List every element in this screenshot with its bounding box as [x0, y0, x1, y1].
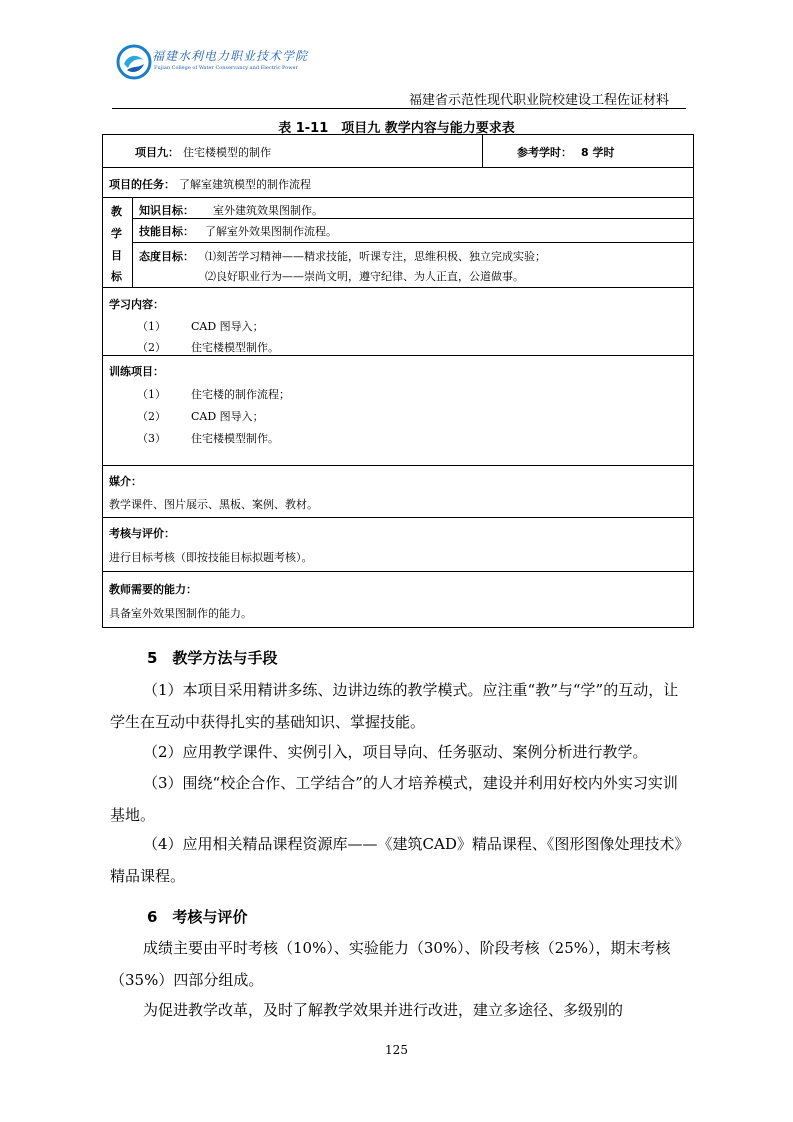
media-label: 媒介： [109, 475, 142, 488]
hours-label: 参考学时： [517, 146, 572, 159]
goals-char: 标 [111, 270, 122, 283]
training-item-num: （2） [137, 410, 166, 423]
project-label: 项目九： [135, 146, 179, 159]
goals-header-cell [103, 197, 133, 287]
ability-value: 具备室外效果图制作的能力。 [109, 607, 252, 620]
knowledge-value: 室外建筑效果图制作。 [213, 204, 323, 217]
table-title: 表 1-11 项目九 教学内容与能力要求表 [278, 121, 515, 136]
project-cell [103, 135, 483, 167]
page-number: 125 [385, 1043, 408, 1057]
assess-value: 进行目标考核（即按技能目标拟题考核）。 [109, 551, 313, 564]
college-name: 福建水利电力职业技术学院 [152, 49, 309, 63]
college-emblem-icon [116, 44, 152, 80]
header-title: 福建省示范性现代职业院校建设工程佐证材料 [408, 93, 669, 108]
learning-item-text: 住宅楼模型制作。 [191, 341, 279, 354]
section-5-paragraph: （1）本项目采用精讲多练、边讲边练的教学模式。应注重“教”与“学”的互动，让学生在互动中获得扎实的基础知识、掌握技能。 [110, 681, 679, 731]
hours-value: 8 学时 [581, 146, 615, 159]
training-item-text: 住宅楼模型制作。 [191, 432, 279, 445]
section-6-paragraph: 为促进教学改革，及时了解教学效果并进行改进，建立多途径、多级别的 [143, 1001, 624, 1019]
goals-char: 学 [111, 227, 122, 240]
attitude-label: 态度目标： [139, 250, 194, 263]
task-value: 了解室建筑模型的制作流程 [179, 178, 311, 191]
section-5-paragraph: （3）围绕“校企合作、工学结合”的人才培养模式，建设并利用好校内外实习实训基地。 [110, 774, 678, 824]
section-6-paragraph: 成绩主要由平时考核（10%）、实验能力（30%）、阶段考核（25%），期末考核（35%）四部分组成。 [110, 939, 671, 989]
goals-char: 目 [111, 249, 122, 262]
content-table [102, 134, 694, 628]
college-name-en: Fujian College of Water Conservancy and Electric Power [154, 65, 298, 71]
learning-item-text: CAD 图导入； [191, 320, 264, 333]
attitude-line-1: ⑴刻苦学习精神——精求技能，听课专注，思维积极、独立完成实验； [205, 250, 546, 263]
assess-label: 考核与评价： [109, 527, 175, 540]
training-item-num: （3） [137, 432, 166, 445]
training-item-text: CAD 图导入； [191, 410, 264, 423]
skill-label: 技能目标： [139, 225, 194, 238]
media-value: 教学课件、图片展示、黑板、案例、教材。 [109, 498, 318, 511]
attitude-line-2: ⑵良好职业行为——崇尚文明，遵守纪律、为人正直，公道做事。 [205, 270, 524, 283]
learning-item-num: （1） [137, 320, 166, 333]
header-divider [112, 108, 686, 109]
learning-label: 学习内容： [109, 298, 164, 311]
section-5-paragraph: （2）应用教学课件、实例引入，项目导向、任务驱动、案例分析进行教学。 [143, 743, 648, 761]
knowledge-label: 知识目标： [139, 204, 194, 217]
training-item-text: 住宅楼的制作流程； [191, 388, 290, 401]
skill-value: 了解室外效果图制作流程。 [205, 225, 337, 238]
goals-char: 教 [111, 205, 122, 218]
section-5-heading: 5 教学方法与手段 [147, 649, 278, 667]
hours-cell [483, 135, 693, 167]
section-5-paragraph: （4）应用相关精品课程资源库——《建筑CAD》精品课程、《图形图像处理技术》精品课程。 [110, 835, 682, 885]
college-logo [116, 42, 309, 88]
training-label: 训练项目： [109, 365, 164, 378]
section-6-heading: 6 考核与评价 [147, 908, 248, 926]
task-label: 项目的任务： [109, 178, 175, 191]
learning-item-num: （2） [137, 341, 166, 354]
training-item-num: （1） [137, 388, 166, 401]
ability-label: 教师需要的能力： [109, 583, 197, 596]
project-value: 住宅楼模型的制作 [183, 146, 271, 159]
